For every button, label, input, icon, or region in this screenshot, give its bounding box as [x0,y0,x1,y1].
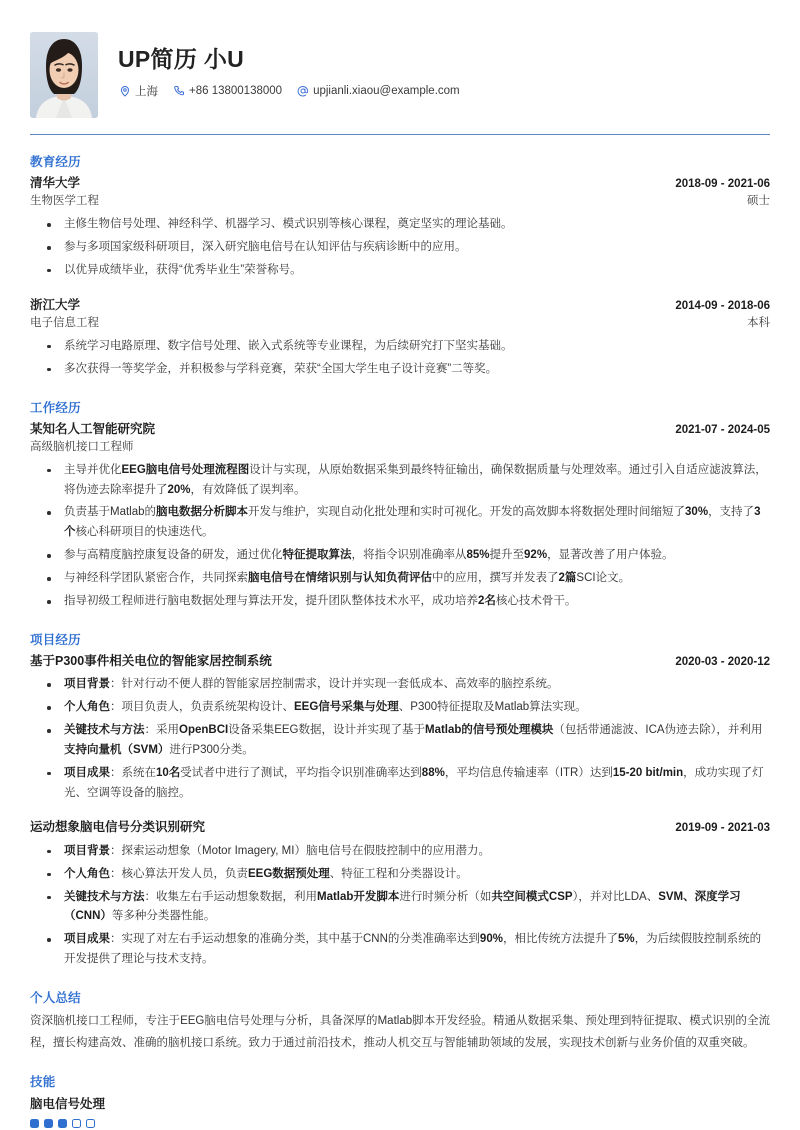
section-title-skills: 技能 [30,1074,56,1089]
section-education [30,152,770,380]
section-title-work: 工作经历 [30,400,81,415]
entry-head [30,420,770,439]
project-entry [30,818,770,970]
entry-sub [30,439,770,457]
project-name: 基于P300事件相关电位的智能家居控制系统 [30,653,272,668]
skill-rating [30,1119,770,1128]
education-major: 生物医学工程 [30,195,99,208]
education-bullets [30,215,770,281]
education-entry [30,174,770,281]
spacer [30,284,770,296]
resume-header [30,0,770,134]
entry-head [30,174,770,193]
work-entry [30,420,770,612]
project-date: 2020-03 - 2020-12 [675,655,770,668]
skill-dot-filled [58,1119,67,1128]
project-bullets [30,675,770,803]
contact-email [296,84,460,97]
avatar [30,32,98,118]
spacer [30,1057,770,1072]
skill-dot-filled [44,1119,53,1128]
list-item: 个人角色：项目负责人，负责系统架构设计、EEG信号采集与处理、P300特征提取及Matlab算法实现。 [30,698,770,718]
work-company: 某知名人工智能研究院 [30,421,156,436]
education-degree: 硕士 [747,195,770,208]
list-item: 多次获得一等奖学金，并积极参与学科竞赛，荣获“全国大学生电子设计竞赛”二等奖。 [30,360,770,380]
entry-head [30,818,770,837]
skill-dot-filled [30,1119,39,1128]
email-at-icon [296,84,309,97]
section-summary [30,988,770,1055]
section-title-projects: 项目经历 [30,632,81,647]
project-name: 运动想象脑电信号分类识别研究 [30,820,206,835]
list-item: 主修生物信号处理、神经科学、机器学习、模式识别等核心课程，奠定坚实的理论基础。 [30,215,770,235]
section-title-education: 教育经历 [30,155,81,169]
list-item: 项目背景：探索运动想象（Motor Imagery, MI）脑电信号在假肢控制中的应用潜力。 [30,842,770,862]
entry-head [30,652,770,671]
contact-phone-value: +86 13800138000 [189,84,283,97]
education-school: 浙江大学 [30,297,81,312]
list-item: 负责基于Matlab的脑电数据分析脚本开发与维护，实现自动化批处理和实时可视化。开发的高效脚本将数据处理时间缩短了30%，支持了3个核心科研项目的快速迭代。 [30,503,770,543]
section-projects [30,630,770,970]
contact-location [118,83,158,99]
list-item: 与神经科学团队紧密合作，共同探索脑电信号在情绪识别与认知负荷评估中的应用，撰写并发表了2篇SCI论文。 [30,569,770,589]
education-major: 电子信息工程 [30,316,99,329]
work-role: 高级脑机接口工程师 [30,440,134,453]
spacer [30,973,770,988]
contact-phone [172,84,282,97]
contact-row [118,83,469,99]
education-degree: 本科 [747,316,770,329]
header-info [118,47,469,102]
list-item: 参与高精度脑控康复设备的研发，通过优化特征提取算法，将指令识别准确率从85%提升至92%，显著改善了用户体验。 [30,546,770,566]
page-title: UP简历 小U [118,46,245,73]
skill-dot-empty [72,1119,81,1128]
work-date: 2021-07 - 2024-05 [675,423,770,436]
education-school: 清华大学 [30,176,81,190]
skill-dot-empty [86,1119,95,1128]
project-date: 2019-09 - 2021-03 [675,822,770,835]
phone-icon [172,84,185,97]
education-bullets [30,337,770,380]
list-item: 关键技术与方法：采用OpenBCI设备采集EEG数据，设计并实现了基于Matlab的信号预处理模块（包括带通滤波、ICA伪迹去除），并利用支持向量机（SVM）进行P300分类。 [30,721,770,761]
entry-sub [30,193,770,211]
list-item: 以优异成绩毕业，获得“优秀毕业生”荣誉称号。 [30,261,770,281]
summary-text: 资深脑机接口工程师，专注于EEG脑电信号处理与分析，具备深厚的Matlab脚本开发经验。精通从数据采集、预处理到特征提取、模式识别的全流程，擅长构建高效、准确的脑机接口系统。致力于通过前沿技术，推动人机交互与智能辅助领域的发展，实现技术创新与业务价值的双重突破。 [30,1015,770,1050]
education-date: 2014-09 - 2018-06 [675,299,770,312]
project-bullets [30,842,770,970]
list-item: 项目背景：针对行动不便人群的智能家居控制需求，设计并实现一套低成本、高效率的脑控系统。 [30,675,770,695]
spacer [30,615,770,630]
location-pin-icon [118,84,131,97]
section-work [30,398,770,612]
contact-location-value: 上海 [135,85,158,98]
list-item: 主导并优化EEG脑电信号处理流程图设计与实现，从原始数据采集到最终特征输出，确保数据质量与处理效率。通过引入自适应滤波算法，将伪迹去除率提升了20%，有效降低了误判率。 [30,461,770,501]
list-item: 项目成果：系统在10名受试者中进行了测试，平均指令识别准确率达到88%，平均信息传输速率（ITR）达到15-20 bit/min，成功实现了灯光、空调等设备的脑控。 [30,764,770,804]
header-divider [30,134,770,135]
list-item: 关键技术与方法：收集左右手运动想象数据，利用Matlab开发脚本进行时频分析（如共空间模式CSP），并对比LDA、SVM、深度学习（CNN）等多种分类器性能。 [30,888,770,928]
work-bullets [30,461,770,612]
list-item: 个人角色：核心算法开发人员，负责EEG数据预处理、特征工程和分类器设计。 [30,865,770,885]
spacer [30,806,770,818]
contact-email-value: upjianli.xiaou@example.com [313,84,460,97]
education-date: 2018-09 - 2021-06 [675,178,770,190]
list-item: 项目成果：实现了对左右手运动想象的准确分类，其中基于CNN的分类准确率达到90%，相比传统方法提升了5%，为后续假肢控制系统的开发提供了理论与技术支持。 [30,930,770,970]
list-item: 系统学习电路原理、数字信号处理、嵌入式系统等专业课程，为后续研究打下坚实基础。 [30,337,770,357]
spacer [30,383,770,398]
section-skills [30,1072,770,1128]
entry-head [30,296,770,315]
section-title-summary: 个人总结 [30,991,81,1006]
list-item: 参与多项国家级科研项目，深入研究脑电信号在认知评估与疾病诊断中的应用。 [30,238,770,258]
skill-label: 脑电信号处理 [30,1096,106,1111]
education-entry [30,296,770,380]
project-entry [30,652,770,804]
list-item: 指导初级工程师进行脑电数据处理与算法开发，提升团队整体技术水平，成功培养2名核心技术骨干。 [30,592,770,612]
entry-sub [30,315,770,333]
